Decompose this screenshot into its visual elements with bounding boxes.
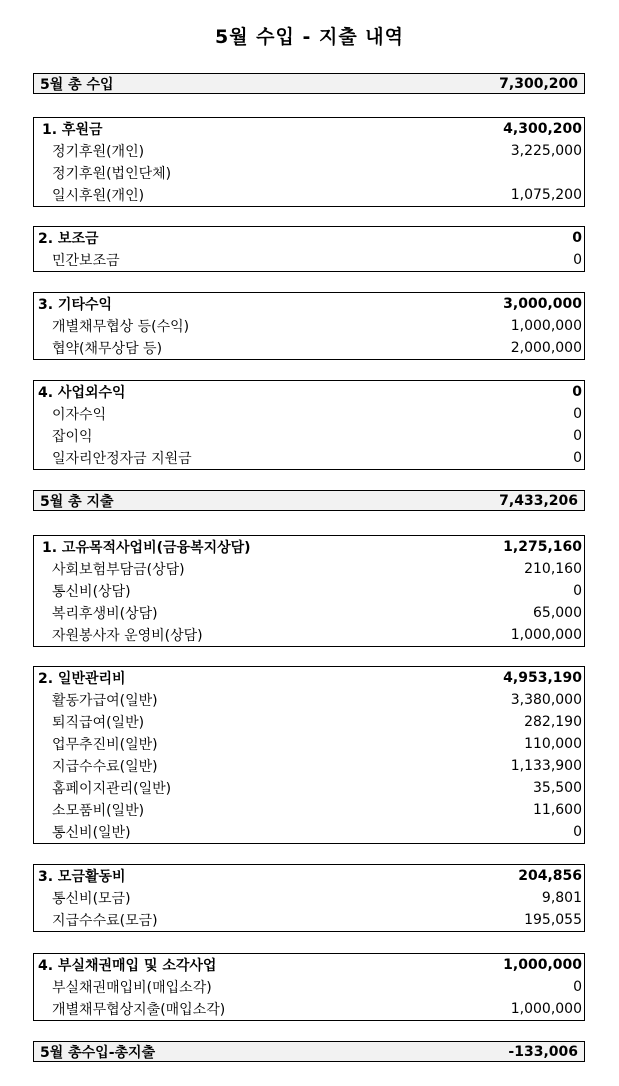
section-value: 1,000,000 [503, 957, 582, 973]
section-value: 1,275,160 [503, 539, 582, 555]
line-item [34, 976, 584, 998]
item-value: 35,500 [533, 780, 582, 796]
expense-total-bar [33, 490, 585, 511]
item-value: 282,190 [524, 714, 582, 730]
item-label: 홈페이지관리(일반) [52, 781, 172, 797]
line-item [34, 602, 584, 624]
section-value: 0 [572, 384, 582, 400]
item-value: 0 [573, 979, 582, 995]
income-section-subsidy [33, 226, 585, 272]
section-header [34, 954, 584, 976]
section-label: 3. 기타수익 [38, 297, 113, 313]
item-value: 0 [573, 428, 582, 444]
item-label: 퇴직급여(일반) [52, 715, 145, 731]
item-value: 1,000,000 [510, 1001, 582, 1017]
line-item [34, 249, 584, 271]
line-item [34, 140, 584, 162]
expense-total-label: 5월 총 지출 [40, 493, 114, 510]
net-total-label: 5월 총수입-총지출 [40, 1044, 156, 1061]
line-item [34, 887, 584, 909]
section-value: 4,300,200 [503, 121, 582, 137]
line-item [34, 184, 584, 206]
section-header [34, 667, 584, 689]
section-value: 4,953,190 [503, 670, 582, 686]
item-label: 자원봉사자 운영비(상담) [52, 628, 203, 644]
item-label: 부실채권매입비(매입소각) [52, 980, 212, 996]
item-label: 민간보조금 [52, 253, 120, 269]
expense-section-bad-debt [33, 953, 585, 1021]
line-item [34, 821, 584, 843]
section-label: 3. 모금활동비 [38, 869, 126, 885]
item-value: 1,133,900 [510, 758, 582, 774]
item-label: 잡이익 [52, 429, 93, 445]
item-value: 1,075,200 [510, 187, 582, 203]
line-item [34, 998, 584, 1020]
section-label: 2. 보조금 [38, 231, 99, 247]
item-value: 9,801 [541, 890, 582, 906]
item-value: 2,000,000 [510, 340, 582, 356]
expense-total-value: 7,433,206 [499, 492, 578, 509]
line-item [34, 799, 584, 821]
line-item [34, 315, 584, 337]
item-label: 복리후생비(상담) [52, 606, 158, 622]
item-value: 0 [573, 450, 582, 466]
section-header [34, 118, 584, 140]
line-item [34, 711, 584, 733]
item-label: 통신비(상담) [52, 584, 131, 600]
item-value: 0 [573, 583, 582, 599]
item-label: 소모품비(일반) [52, 803, 145, 819]
item-label: 통신비(일반) [52, 825, 131, 841]
item-value: 1,000,000 [510, 318, 582, 334]
item-label: 개별채무협상 등(수익) [52, 319, 190, 335]
page-title: 5월 수입 - 지출 내역 [214, 26, 405, 48]
income-section-other [33, 292, 585, 360]
line-item [34, 777, 584, 799]
item-label: 지급수수료(모금) [52, 913, 158, 929]
section-value: 0 [572, 230, 582, 246]
item-value: 3,380,000 [510, 692, 582, 708]
item-value: 210,160 [524, 561, 582, 577]
section-header [34, 381, 584, 403]
section-header [34, 293, 584, 315]
item-label: 이자수익 [52, 407, 107, 423]
item-label: 일자리안정자금 지원금 [52, 451, 192, 467]
item-value: 195,055 [524, 912, 582, 928]
line-item [34, 689, 584, 711]
line-item [34, 337, 584, 359]
income-total-bar [33, 73, 585, 94]
section-label: 1. 고유목적사업비(금융복지상담) [42, 540, 251, 556]
section-value: 3,000,000 [503, 296, 582, 312]
line-item [34, 733, 584, 755]
item-label: 지급수수료(일반) [52, 759, 158, 775]
line-item [34, 425, 584, 447]
line-item [34, 403, 584, 425]
section-label: 4. 사업외수익 [38, 385, 126, 401]
line-item [34, 558, 584, 580]
item-value: 0 [573, 824, 582, 840]
item-label: 개별채무협상지출(매입소각) [52, 1002, 226, 1018]
line-item [34, 909, 584, 931]
item-label: 통신비(모금) [52, 891, 131, 907]
item-value: 1,000,000 [510, 627, 582, 643]
section-value: 204,856 [518, 868, 582, 884]
item-label: 업무추진비(일반) [52, 737, 158, 753]
item-value: 110,000 [524, 736, 582, 752]
item-label: 정기후원(개인) [52, 144, 145, 160]
section-header [34, 536, 584, 558]
item-value: 3,225,000 [510, 143, 582, 159]
line-item [34, 162, 584, 184]
item-value: 0 [573, 406, 582, 422]
section-label: 1. 후원금 [42, 122, 103, 138]
expense-section-purpose-business [33, 535, 585, 647]
item-label: 일시후원(개인) [52, 188, 145, 204]
net-total-value: -133,006 [508, 1043, 578, 1060]
line-item [34, 447, 584, 469]
line-item [34, 755, 584, 777]
item-label: 협약(채무상담 등) [52, 341, 163, 357]
line-item [34, 580, 584, 602]
income-section-non-operating [33, 380, 585, 470]
item-value: 65,000 [533, 605, 582, 621]
income-total-value: 7,300,200 [499, 75, 578, 92]
section-label: 4. 부실채권매입 및 소각사업 [38, 958, 217, 974]
item-label: 사회보험부담금(상담) [52, 562, 185, 578]
net-total-bar [33, 1041, 585, 1062]
item-label: 정기후원(법인단체) [52, 166, 172, 182]
expense-section-general-admin [33, 666, 585, 844]
line-item [34, 624, 584, 646]
income-section-donations [33, 117, 585, 207]
section-header [34, 865, 584, 887]
income-total-label: 5월 총 수입 [40, 76, 114, 93]
item-value: 11,600 [533, 802, 582, 818]
item-value: 0 [573, 252, 582, 268]
section-header [34, 227, 584, 249]
expense-section-fundraising [33, 864, 585, 932]
section-label: 2. 일반관리비 [38, 671, 126, 687]
item-label: 활동가급여(일반) [52, 693, 158, 709]
